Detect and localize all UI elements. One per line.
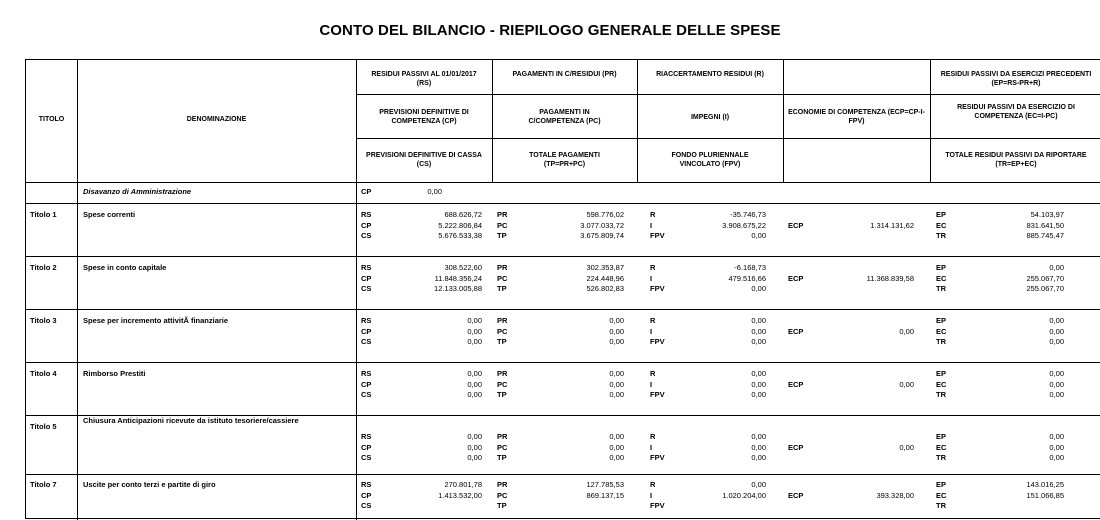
code-label: FPV xyxy=(650,337,665,346)
value-c1: 5.222.806,84 xyxy=(438,220,482,230)
value-c5: 0,00 xyxy=(1049,390,1064,399)
value-c3: 3.908.675,22 xyxy=(722,220,766,230)
value-c3: -6.168,73 xyxy=(734,263,766,272)
code-label: EP xyxy=(936,480,947,489)
code-label: PC xyxy=(497,379,508,389)
value-c1: 0,00 xyxy=(467,390,482,399)
code-label: RS xyxy=(361,369,372,378)
code-label: PC xyxy=(497,442,508,452)
value-c5: 0,00 xyxy=(1049,442,1064,452)
code-label: PC xyxy=(497,273,508,283)
code-label: TP xyxy=(497,337,507,346)
code-label: EC xyxy=(936,379,947,389)
code-label: ECP xyxy=(788,326,804,336)
value-c2: 3.675.809,74 xyxy=(580,231,624,240)
value-c2: 0,00 xyxy=(609,337,624,346)
value-c2: 0,00 xyxy=(609,326,624,336)
value-c5: 143.016,25 xyxy=(1026,480,1064,489)
code-label: RS xyxy=(361,432,372,441)
row-denominazione: Uscite per conto terzi e partite di giro xyxy=(83,480,216,489)
value-c1: 11.848.356,24 xyxy=(434,273,482,283)
value-c5: 151.066,85 xyxy=(1026,490,1064,500)
code-label: I xyxy=(650,326,653,336)
row-titolo: Titolo 1 xyxy=(30,210,57,219)
value-c5: 0,00 xyxy=(1049,326,1064,336)
code-label: CS xyxy=(361,231,372,240)
code-label: TP xyxy=(497,284,507,293)
value-c3: 0,00 xyxy=(751,432,766,441)
value-c5: 0,00 xyxy=(1049,316,1064,325)
value-c3: 0,00 xyxy=(751,442,766,452)
header-riaccertamento: RIACCERTAMENTO RESIDUI (R) xyxy=(656,71,764,78)
value-c2: 127.785,53 xyxy=(586,480,624,489)
header-residui-ep: RESIDUI PASSIVI DA ESERCIZI PRECEDENTI (EP=RS-PR+R) xyxy=(940,71,1092,87)
header-previsioni-cs: PREVISIONI DEFINITIVE DI CASSA (CS) xyxy=(366,152,482,168)
value-c3: 0,00 xyxy=(751,369,766,378)
value-c2: 0,00 xyxy=(609,442,624,452)
value-c4: 393.328,00 xyxy=(876,490,914,500)
value-c2: 3.077.033,72 xyxy=(580,220,624,230)
value-c4: 0,00 xyxy=(899,326,914,336)
value-c5: 255.067,70 xyxy=(1026,284,1064,293)
value-c4: 0,00 xyxy=(899,442,914,452)
disavanzo-code: CP xyxy=(361,187,372,196)
code-label: PR xyxy=(497,369,508,378)
value-c3: 0,00 xyxy=(751,480,766,489)
value-c3: 0,00 xyxy=(751,337,766,346)
value-c4: 1.314.131,62 xyxy=(870,220,914,230)
disavanzo-label: Disavanzo di Amministrazione xyxy=(83,187,192,196)
code-label: EP xyxy=(936,369,947,378)
row-denominazione: Spese correnti xyxy=(83,210,136,219)
code-label: RS xyxy=(361,316,372,325)
value-c3: 0,00 xyxy=(751,231,766,240)
header-titolo: TITOLO xyxy=(38,116,65,123)
value-c2: 302.353,87 xyxy=(586,263,624,272)
value-c5: 831.641,50 xyxy=(1026,220,1064,230)
code-label: EP xyxy=(936,210,947,219)
code-label: RS xyxy=(361,263,372,272)
value-c1: 0,00 xyxy=(467,369,482,378)
value-c1: 1.413.532,00 xyxy=(438,490,482,500)
value-c5: 0,00 xyxy=(1049,432,1064,441)
code-label: CS xyxy=(361,284,372,293)
row-denominazione: Spese per incremento attivitÃ finanziarie xyxy=(83,316,229,325)
value-c2: 0,00 xyxy=(609,379,624,389)
value-c5: 0,00 xyxy=(1049,337,1064,346)
value-c1: 5.676.533,38 xyxy=(438,231,482,240)
value-c2: 224.448,96 xyxy=(586,273,624,283)
code-label: CP xyxy=(361,326,372,336)
header-denominazione: DENOMINAZIONE xyxy=(186,116,247,123)
code-label: FPV xyxy=(650,453,665,462)
code-label: CS xyxy=(361,337,372,346)
code-label: TP xyxy=(497,501,507,510)
value-c2: 526.802,83 xyxy=(586,284,624,293)
row-denominazione: Rimborso Prestiti xyxy=(83,369,146,378)
code-label: PR xyxy=(497,432,508,441)
header-economie: ECONOMIE DI COMPETENZA (ECP=CP-I-FPV) xyxy=(788,109,925,125)
code-label: PR xyxy=(497,480,508,489)
code-label: FPV xyxy=(650,231,665,240)
code-label: CP xyxy=(361,273,372,283)
code-label: TP xyxy=(497,231,507,240)
code-label: PR xyxy=(497,263,508,272)
value-c5: 0,00 xyxy=(1049,453,1064,462)
code-label: CP xyxy=(361,220,372,230)
report-table xyxy=(25,59,1100,519)
code-label: EC xyxy=(936,326,947,336)
code-label: FPV xyxy=(650,284,665,293)
code-label: EP xyxy=(936,432,947,441)
code-label: PC xyxy=(497,220,508,230)
value-c2: 0,00 xyxy=(609,432,624,441)
code-label: FPV xyxy=(650,390,665,399)
value-c3: 0,00 xyxy=(751,316,766,325)
code-label: EC xyxy=(936,273,947,283)
row-titolo: Titolo 5 xyxy=(30,422,57,431)
code-label: ECP xyxy=(788,273,804,283)
value-c1: 688.626,72 xyxy=(444,210,482,219)
value-c1: 0,00 xyxy=(467,326,482,336)
row-titolo: Titolo 2 xyxy=(30,263,57,272)
header-residui-ec: RESIDUI PASSIVI DA ESERCIZIO DI COMPETENZA (EC=I-PC) xyxy=(957,104,1075,120)
code-label: R xyxy=(650,210,656,219)
value-c3: 479.516,66 xyxy=(728,273,766,283)
code-label: CS xyxy=(361,390,372,399)
code-label: RS xyxy=(361,210,372,219)
code-label: EC xyxy=(936,490,947,500)
code-label: I xyxy=(650,490,653,500)
code-label: R xyxy=(650,480,656,489)
value-c1: 0,00 xyxy=(467,432,482,441)
header-pagamenti-pr: PAGAMENTI IN C/RESIDUI (PR) xyxy=(512,71,617,78)
value-c3: -35.746,73 xyxy=(730,210,766,219)
code-label: TP xyxy=(497,453,507,462)
row-titolo: Titolo 7 xyxy=(30,480,57,489)
code-label: CP xyxy=(361,442,372,452)
code-label: CS xyxy=(361,501,372,510)
code-label: TR xyxy=(936,390,946,399)
code-label: PR xyxy=(497,210,508,219)
code-label: R xyxy=(650,432,656,441)
header-totale-tp: TOTALE PAGAMENTI (TP=PR+PC) xyxy=(529,152,600,168)
code-label: TR xyxy=(936,501,946,510)
value-c3: 0,00 xyxy=(751,379,766,389)
code-label: I xyxy=(650,220,653,230)
value-c1: 0,00 xyxy=(467,316,482,325)
code-label: EC xyxy=(936,220,947,230)
row-titolo: Titolo 4 xyxy=(30,369,57,378)
value-c1: 12.133.005,88 xyxy=(434,284,482,293)
value-c5: 885.745,47 xyxy=(1026,231,1064,240)
code-label: CP xyxy=(361,379,372,389)
value-c5: 0,00 xyxy=(1049,263,1064,272)
code-label: TR xyxy=(936,337,946,346)
code-label: R xyxy=(650,263,656,272)
code-label: PC xyxy=(497,326,508,336)
value-c1: 0,00 xyxy=(467,379,482,389)
code-label: FPV xyxy=(650,501,665,510)
value-c3: 0,00 xyxy=(751,390,766,399)
code-label: TR xyxy=(936,284,946,293)
value-c5: 0,00 xyxy=(1049,369,1064,378)
value-c4: 11.368.839,58 xyxy=(866,273,914,283)
value-c5: 255.067,70 xyxy=(1026,273,1064,283)
value-c1: 0,00 xyxy=(467,337,482,346)
code-label: ECP xyxy=(788,220,804,230)
code-label: R xyxy=(650,369,656,378)
disavanzo-value: 0,00 xyxy=(427,187,442,196)
value-c2: 0,00 xyxy=(609,390,624,399)
code-label: CP xyxy=(361,490,372,500)
code-label: I xyxy=(650,273,653,283)
header-impegni: IMPEGNI (I) xyxy=(690,114,730,121)
row-denominazione: Chiusura Anticipazioni ricevute da istituto tesoriere/cassiere xyxy=(83,416,299,425)
value-c3: 1.020.204,00 xyxy=(722,490,766,500)
value-c1: 270.801,78 xyxy=(444,480,482,489)
code-label: I xyxy=(650,379,653,389)
code-label: TP xyxy=(497,390,507,399)
code-label: CS xyxy=(361,453,372,462)
header-residui-rs: RESIDUI PASSIVI AL 01/01/2017 (RS) xyxy=(371,71,477,87)
header-pagamenti-pc: PAGAMENTI IN C/COMPETENZA (PC) xyxy=(528,109,601,125)
value-c4: 0,00 xyxy=(899,379,914,389)
header-totale-tr: TOTALE RESIDUI PASSIVI DA RIPORTARE (TR=EP+EC) xyxy=(945,152,1087,168)
code-label: TR xyxy=(936,453,946,462)
value-c5: 54.103,97 xyxy=(1030,210,1064,219)
page-title: CONTO DEL BILANCIO - RIEPILOGO GENERALE DELLE SPESE xyxy=(319,22,781,39)
row-denominazione: Spese in conto capitale xyxy=(83,263,167,272)
code-label: EP xyxy=(936,263,947,272)
row-titolo: Titolo 3 xyxy=(30,316,57,325)
code-label: R xyxy=(650,316,656,325)
value-c1: 0,00 xyxy=(467,453,482,462)
code-label: RS xyxy=(361,480,372,489)
value-c3: 0,00 xyxy=(751,284,766,293)
value-c1: 0,00 xyxy=(467,442,482,452)
value-c2: 0,00 xyxy=(609,453,624,462)
value-c2: 0,00 xyxy=(609,369,624,378)
value-c2: 869.137,15 xyxy=(586,490,624,500)
header-previsioni-cp: PREVISIONI DEFINITIVE DI COMPETENZA (CP) xyxy=(379,109,469,125)
code-label: EP xyxy=(936,316,947,325)
code-label: EC xyxy=(936,442,947,452)
code-label: ECP xyxy=(788,379,804,389)
code-label: I xyxy=(650,442,653,452)
value-c5: 0,00 xyxy=(1049,379,1064,389)
header-fpv: FONDO PLURIENNALE VINCOLATO (FPV) xyxy=(671,152,749,168)
code-label: ECP xyxy=(788,490,804,500)
code-label: PC xyxy=(497,490,508,500)
value-c3: 0,00 xyxy=(751,453,766,462)
value-c2: 598.776,02 xyxy=(586,210,624,219)
code-label: PR xyxy=(497,316,508,325)
code-label: TR xyxy=(936,231,946,240)
value-c2: 0,00 xyxy=(609,316,624,325)
code-label: ECP xyxy=(788,442,804,452)
value-c1: 308.522,60 xyxy=(444,263,482,272)
value-c3: 0,00 xyxy=(751,326,766,336)
